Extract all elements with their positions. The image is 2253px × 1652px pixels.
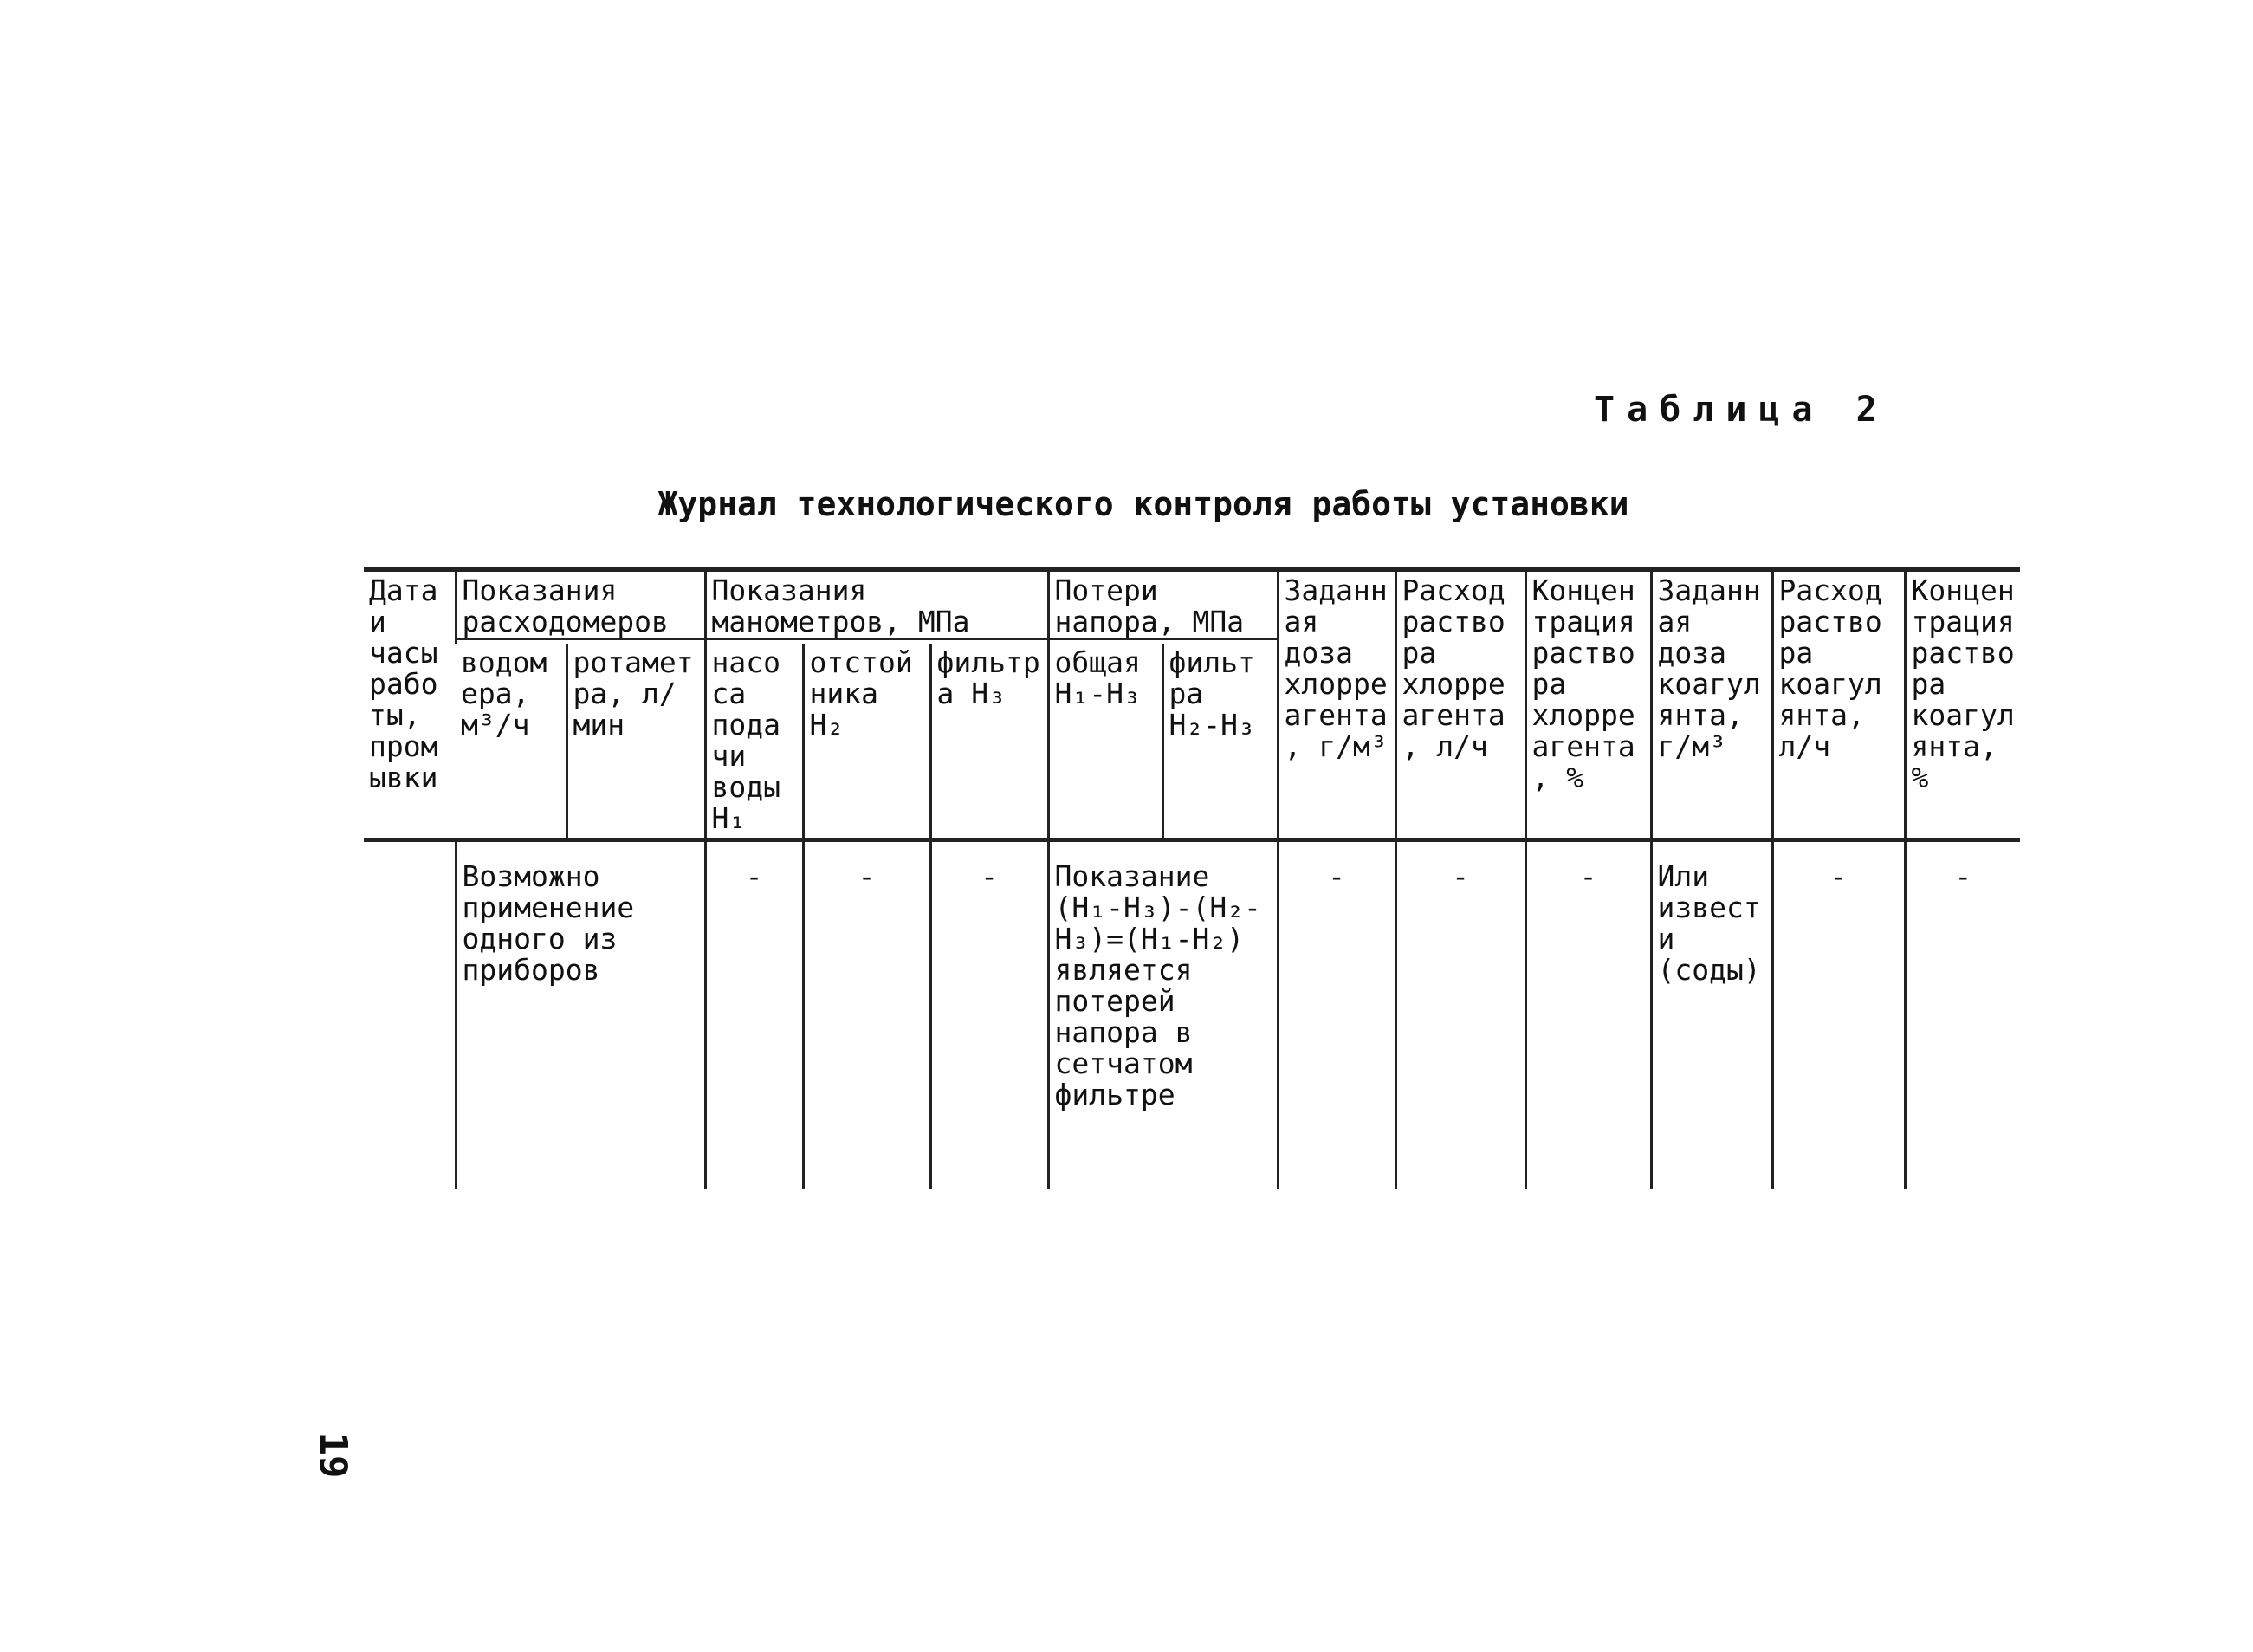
flowmeters-group-label: Показания расходомеров xyxy=(457,575,704,640)
col-settler: отстойника H₂ xyxy=(803,644,930,840)
table-number: 2 xyxy=(1855,390,1877,430)
document-title: Журнал технологического контроля работы установки xyxy=(657,485,1629,523)
cell-date xyxy=(364,840,456,1190)
cell-coag-dose: Или извести (соды) xyxy=(1651,840,1772,1190)
control-journal-table xyxy=(364,567,2020,1189)
col-filter-loss: фильтра H₂-H₃ xyxy=(1162,644,1278,840)
col-coag-dose: Заданная доза коагулянта, г/м³ xyxy=(1651,570,1772,840)
manometers-group-label: Показания манометров, МПа xyxy=(707,575,1047,640)
col-coag-conc: Концентрация раствора коагулянта, % xyxy=(1905,570,2020,840)
cell-coag-conc: - xyxy=(1905,840,2020,1190)
col-pump: насоса подачи воды H₁ xyxy=(705,644,803,840)
cell-settler: - xyxy=(803,840,930,1190)
col-group-losses xyxy=(1048,570,1278,645)
cell-losses-note: Показание (H₁-H₃)-(H₂-H₃)=(H₁-H₂) является потерей напора в сетчатом фильтре xyxy=(1048,840,1278,1190)
cell-chlorine-conc: - xyxy=(1525,840,1651,1190)
page-number: 19 xyxy=(311,1432,355,1479)
table-word: Таблица xyxy=(1594,390,1825,430)
col-chlorine-conc: Концентрация раствора хлорреагента, % xyxy=(1525,570,1651,840)
col-group-flowmeters xyxy=(456,570,705,645)
cell-chlorine-dose: - xyxy=(1278,840,1395,1190)
col-water-meter: водомера, м³/ч xyxy=(461,645,547,742)
col-filter: фильтра H₃ xyxy=(930,644,1048,840)
col-chlorine-dose: Заданная доза хлорреагента, г/м³ xyxy=(1278,570,1395,840)
table-label xyxy=(1594,390,1958,430)
cell-pump: - xyxy=(705,840,803,1190)
losses-group-label: Потери напора, МПа xyxy=(1050,575,1277,640)
col-group-manometers xyxy=(705,570,1048,645)
cell-flowmeters-note: Возможно применение одного из приборов xyxy=(456,840,705,1190)
table-row xyxy=(364,840,2020,1190)
cell-filter: - xyxy=(930,840,1048,1190)
col-total-loss: общая H₁-H₃ xyxy=(1048,644,1162,840)
col-coag-flow: Расход раствора коагулянта, л/ч xyxy=(1772,570,1905,840)
cell-coag-flow: - xyxy=(1772,840,1905,1190)
col-date: Дата и часы работы, промывки xyxy=(364,570,456,840)
col-rotameter: ротаметра, л/мин xyxy=(566,644,705,840)
col-chlorine-flow: Расход раствора хлорреагента, л/ч xyxy=(1395,570,1525,840)
cell-chlorine-flow: - xyxy=(1395,840,1525,1190)
